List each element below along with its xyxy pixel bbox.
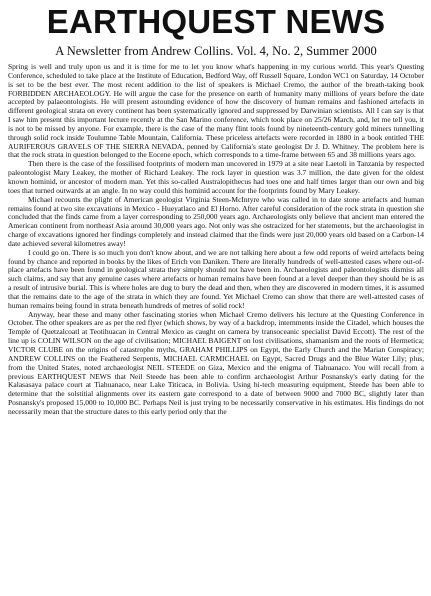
article-paragraph-5: Anyway, hear these and many other fascinating stories when Michael Cremo delivers his lecture at the Questing Conference in October. The other speakers are as per the red flyer (which shows, by way of a backdrop, internments inside the Citadel, which houses the Temple of Quetzalcoatl at Teotihuacan in Central Mexico as caught on camera by transoceanic specialist David Eccott). The rest of the line up is COLIN WILSON on the age of civilisation; MICHAEL BAIGENT on lost civilisations, shamanism and the roots of Hermetica; VICTOR CLUBE on the origins of catastrophe myths, GRAHAM PHILLIPS on Egypt, the Early Church and the Marian Conspiracy; ANDREW COLLINS on the Feathered Serpents, MICHAEL CARMICHAEL on Egypt, Sacred Drugs and the Blue Water Lily; plus, from the United States, noted archaeologist NEIL STEEDE on Giza, Mexico and the enigma of Tiahuanaco. You will recall from a previous EARTHQUEST NEWS that Neil Steede has been able to confirm archaeologist Arthur Posnansky's early dating for the Kalasasaya palace court at Tiahuanaco, near Lake Titicaca, in Bolivia. Using hi-tech measuring equipment, Steede has been able to determine that the solstitial alignments over its eastern gate correspond to a date of between 9000 and 7000 BC, slightly later than Posnansky's proposed 15,000 to 10,000 BC. Perhaps Neil is just trying to be necessarily conservative in his estimates. His findings do not necessarily mean that the structure dates to this early period only that the: [8, 309, 424, 416]
masthead-title: EARTHQUEST NEWS: [46, 3, 386, 40]
article-body: [8, 63, 424, 417]
article-paragraph-1: Spring is well and truly upon us and it is time for me to let you know what's happening in my curious world. This year's Questing Conference, scheduled to take place at the Institute of Education, Bedford Way, off Russell Square, London WC1 on Saturday, 14 October is set to be the best ever. The most recent addition to the list of speakers is Michael Cremo, the author of the breath-taking book FORBIDDEN ARCHAEOLOGY. He will argue the case for the presence on earth of humanity many millions of years before the date accepted by palaeontologists. He will present astounding evidence of how the discovery of human remains and fashioned artefacts in different geological strata on every continent has been systematically ignored and suppressed by Darwinian scientists. All I can say is that I saw him present this important lecture recently at the San Marino conference, which took place on 25/26 March, and, let me tell you, it is not to be missed by anyone. For example, there is the case of the many flint tools found by nineteenth-century gold miners tunnelling through solid rock inside Toulumne Table Mountain, California. These priceless artefacts were recorded in 1880 in a book entitled THE AURIFEROUS GRAVELS OF THE SIERRA NEVADA, penned by California's state geologist Dr J. D. Whitney. The problem here is that the rock strata in question belonged to the Eocene epoch, which corresponds to a time-frame between 65 and 38 millions years ago.: [8, 62, 424, 160]
article-paragraph-4: I could go on. There is so much you don't know about, and we are not talking here about a few odd reports of weird artefacts being found by chance and reported in books by the likes of Erich von Daniken. There are literally hundreds of well-attested cases where out-of-place artefacts have been found in geological strata they simply should not have been in. Archaeologists and paleontologists dismiss all such claims, and say that any genuine cases where artefacts or human remains have been found at a level deeper than they should be is as a result of intrusive burial. This is where holes are dug to bury the dead and then, when they are discovered in modern times, it is assumed that the remains date to the age of the strata in which they are found. Yet Michael Cremo can show that there are well-attested cases of human remains being found in strata beneath hundreds of metres of solid rock!: [8, 247, 424, 310]
newsletter-subtitle: A Newsletter from Andrew Collins. Vol. 4, No. 2, Summer 2000: [55, 44, 377, 58]
article-paragraph-2: Then there is the case of the fossilised footprints of modern man uncovered in 1979 at a site near Laetoli in Tanzania by respected paleontologist Mary Leakey, the mother of Richard Leakey. The rock layer in question was 3.7 million, the date given for the oldest known hominid, or ancestor of modern man. Yet this so-called Australopithecus had toes one and half times larger than our own and big toes that turned outwards at an angle. In no way could this hominid account for the footprints found by Mary Leakey.: [8, 159, 424, 195]
article-paragraph-3: Michael recounts the plight of American geologist Virginia Steen-McIntyre who was called in to date stone artefacts and human remains found at two site excavations in Mexico - Hueyatlaco and El Horno. After careful consideration of the rock strata in question she concluded that the finds came from a layer corresponding to 250,000 years ago. Archaeologists only believe that ancient man entered the American continent from northeast Asia around 30,000 years ago. Not only was she ostracized for her statements, but the archaeologist in charge of excavations ignored her findings completely and instead claimed that the finds were just 20,000 years old based on a Carbon-14 date achieved several kilometres away!: [8, 194, 424, 248]
